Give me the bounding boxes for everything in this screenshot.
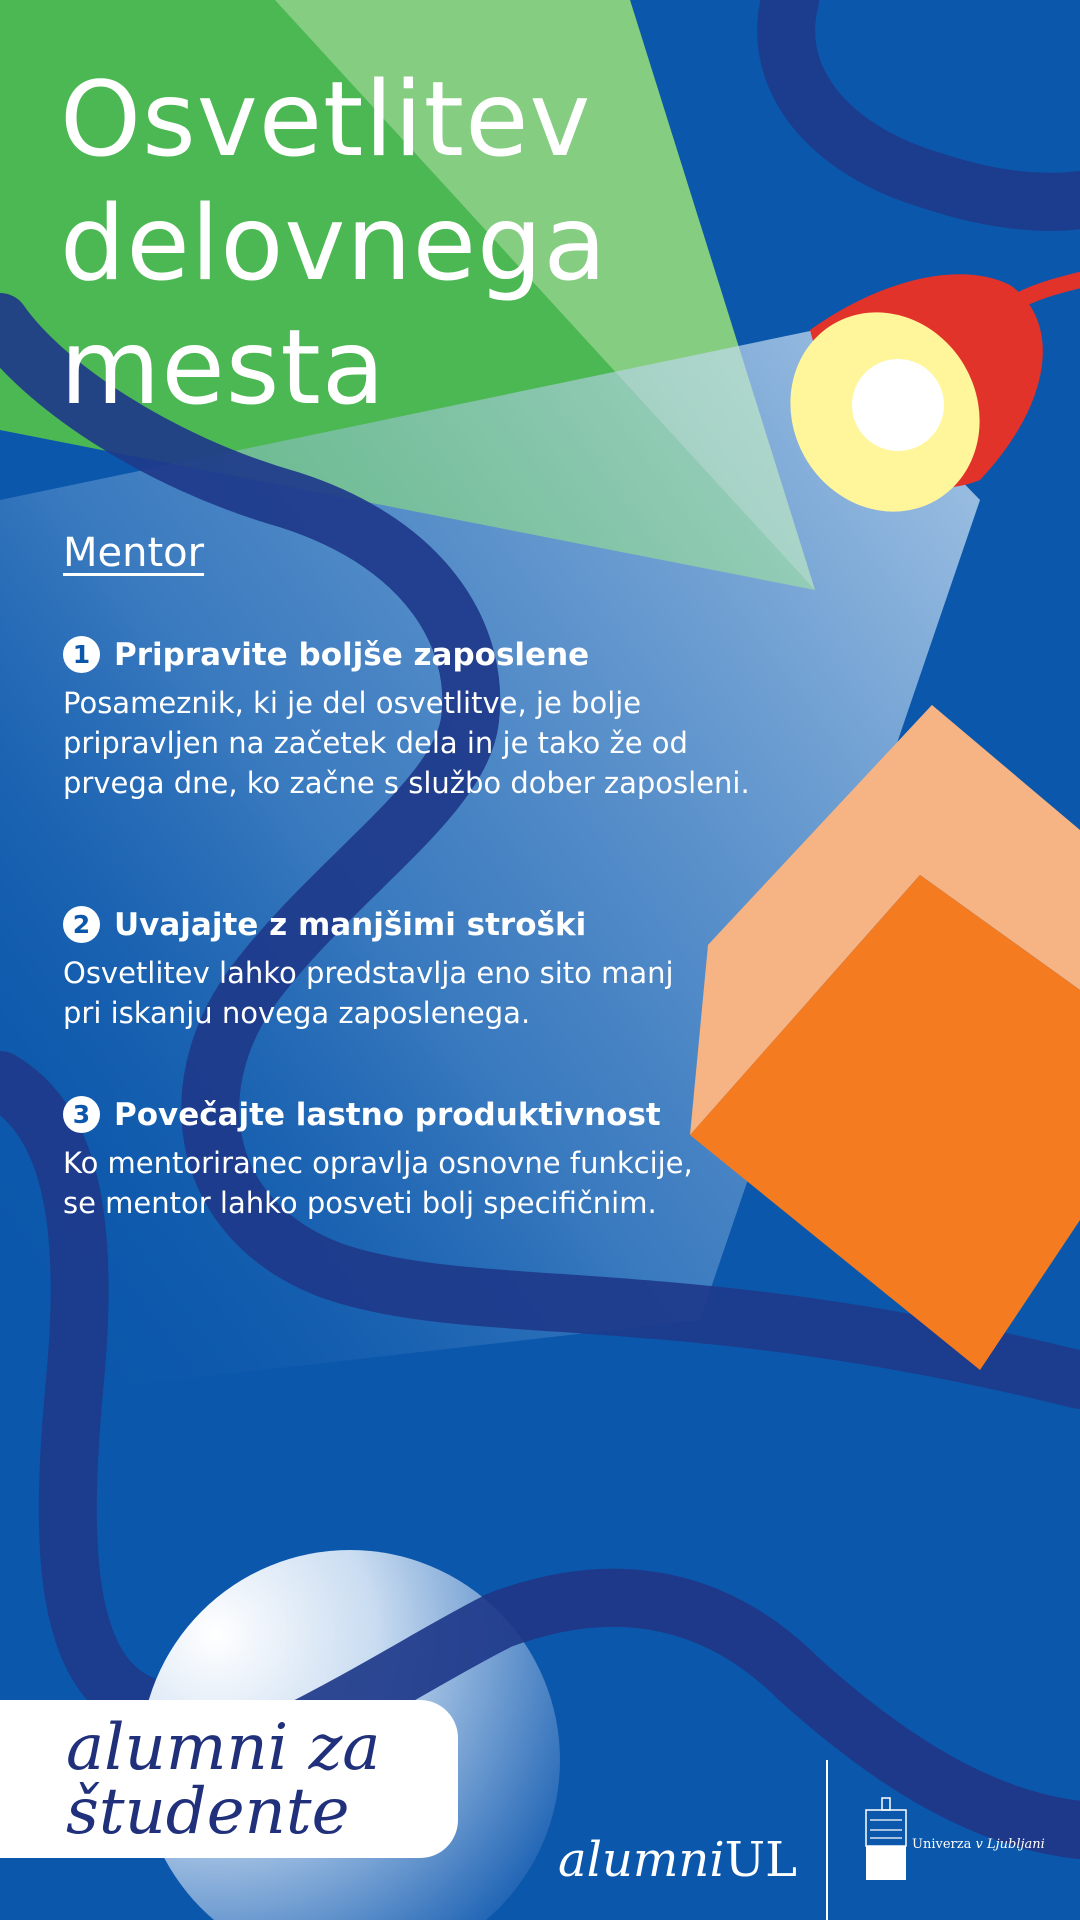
tip-body: Osvetlitev lahko predstavlja eno sito manj pri iskanju novega zaposlenega. [63, 956, 674, 1030]
university-logo-text [912, 1837, 1045, 1852]
tip-heading: Povečajte lastno produktivnost [114, 1096, 661, 1133]
tip-heading-row [63, 1096, 763, 1133]
university-word: Ljubljani [986, 1837, 1045, 1852]
tip-number-badge: 3 [63, 1096, 100, 1133]
tip-heading: Uvajajte z manjšimi stroški [114, 906, 587, 943]
badge-line: alumni za [66, 1711, 381, 1785]
tip-item [63, 906, 763, 1033]
tip-heading-row [63, 906, 763, 943]
tip-heading-row [63, 636, 763, 673]
tip-number-badge: 1 [63, 636, 100, 673]
title-line: Osvetlitev [60, 60, 592, 180]
tip-body: Ko mentoriranec opravlja osnovne funkcije, se mentor lahko posveti bolj specifičnim. [63, 1146, 693, 1220]
lamp-bulb [852, 359, 944, 451]
lamp-cord [1020, 280, 1080, 300]
page-title [60, 58, 608, 430]
university-building-icon [864, 1796, 908, 1880]
university-word: Univerza [912, 1837, 972, 1852]
tip-item [63, 636, 763, 803]
tip-item [63, 1096, 763, 1223]
section-subtitle: Mentor [63, 530, 205, 576]
badge-text [66, 1711, 381, 1849]
tip-heading: Pripravite boljše zaposlene [114, 636, 590, 673]
title-line: delovnega [60, 184, 608, 304]
title-line: mesta [60, 308, 386, 428]
alumni-logo-part: UL [724, 1832, 797, 1888]
badge-line: študente [66, 1775, 350, 1849]
logo-divider [826, 1760, 828, 1920]
alumni-ul-logo [558, 1832, 797, 1888]
alumni-logo-part: alumni [558, 1832, 725, 1888]
university-word: v [975, 1837, 983, 1852]
tip-body: Posameznik, ki je del osvetlitve, je bolje pripravljen na začetek dela in je tako že od prvega dne, ko začne s službo dober zaposleni. [63, 686, 750, 800]
alumni-za-studente-badge [0, 1700, 458, 1858]
tip-number-badge: 2 [63, 906, 100, 943]
